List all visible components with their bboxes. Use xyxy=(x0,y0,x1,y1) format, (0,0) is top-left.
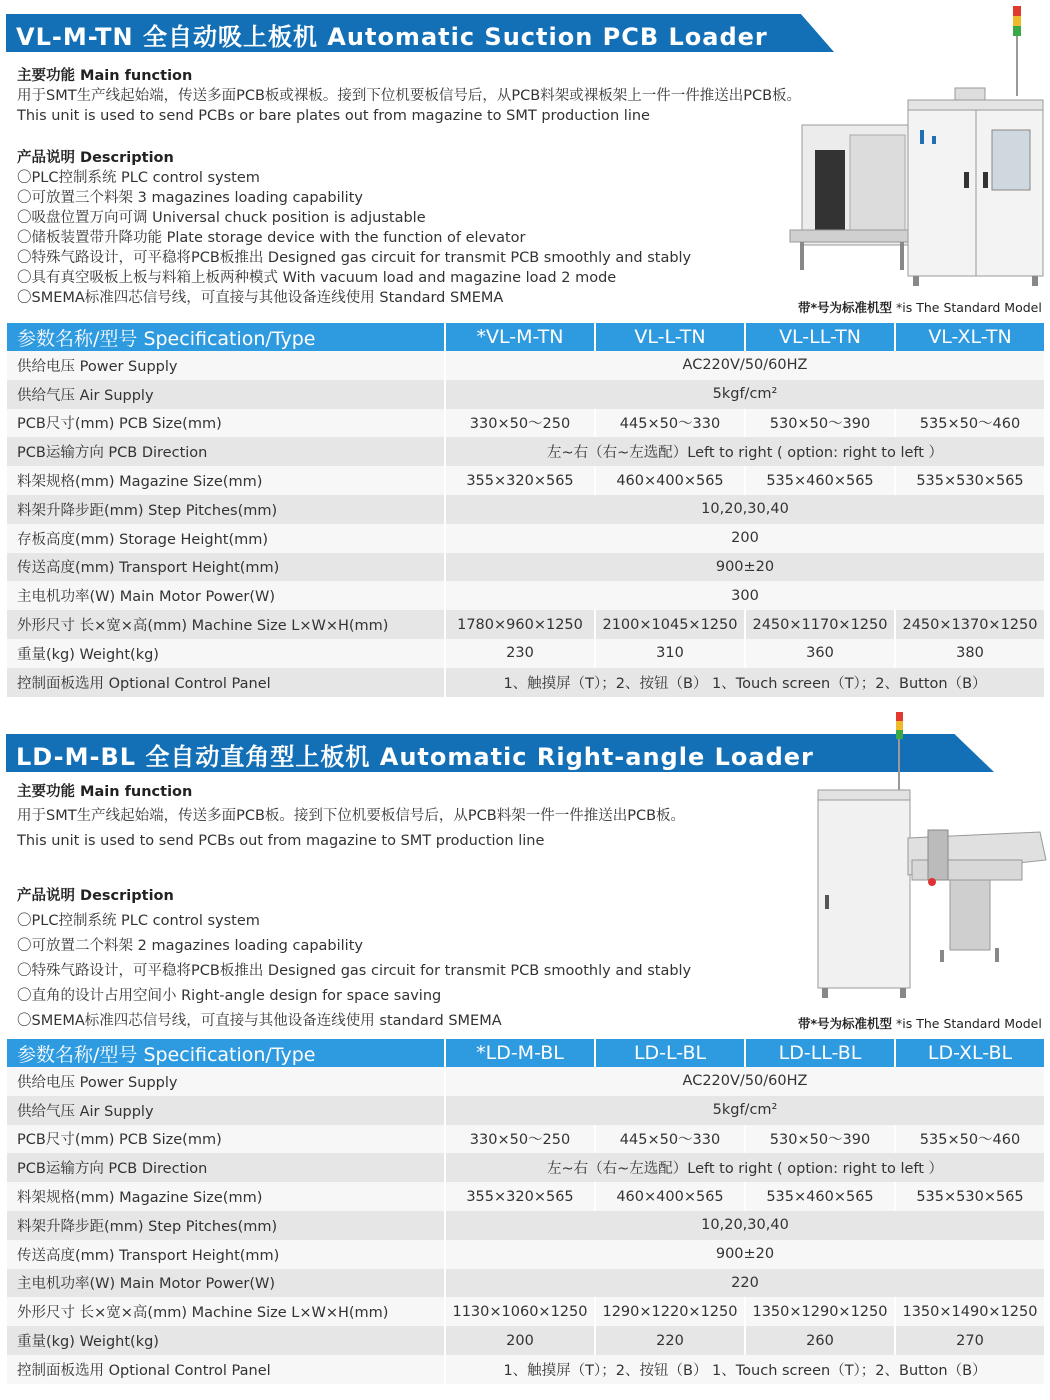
row-value: 535×530×565 xyxy=(895,466,1044,495)
row-label: 控制面板选用 Optional Control Panel xyxy=(7,668,445,697)
row-value: 445×50～330 xyxy=(595,409,745,438)
row-value: 530×50～390 xyxy=(745,409,895,438)
table-row xyxy=(7,581,1044,610)
header-model: *VL-M-TN xyxy=(445,323,595,351)
row-value: 200 xyxy=(445,524,1044,553)
row-value: 330×50～250 xyxy=(445,409,595,438)
table-row xyxy=(7,380,1044,409)
row-value: 535×460×565 xyxy=(745,466,895,495)
table-row xyxy=(7,466,1044,495)
row-value: 1130×1060×1250 xyxy=(445,1297,595,1326)
description-heading: 产品说明 Description xyxy=(17,150,174,166)
row-value: 360 xyxy=(745,639,895,668)
spec-table xyxy=(7,1039,1044,1384)
row-value: 1780×960×1250 xyxy=(445,610,595,639)
table-row xyxy=(7,1355,1044,1384)
table-row xyxy=(7,1269,1044,1298)
row-value: 10,20,30,40 xyxy=(445,1211,1044,1240)
description-block xyxy=(17,148,691,308)
table-row xyxy=(7,1067,1044,1096)
row-value: 460×400×565 xyxy=(595,466,745,495)
row-value: 左~右（右~左选配）Left to right ( option: right to left ） xyxy=(445,1153,1044,1182)
row-value: 355×320×565 xyxy=(445,466,595,495)
row-value: 445×50～330 xyxy=(595,1125,745,1154)
main-function-heading: 主要功能 Main function xyxy=(17,68,193,84)
machine-image-vl-m-tn xyxy=(780,0,1050,295)
table-row xyxy=(7,1125,1044,1154)
header-model: LD-L-BL xyxy=(595,1039,745,1067)
row-label: 主电机功率(W) Main Motor Power(W) xyxy=(7,1269,445,1298)
header-spec-type: 参数名称/型号 Specification/Type xyxy=(7,323,445,351)
row-label: 重量(kg) Weight(kg) xyxy=(7,1326,445,1355)
description-item: 〇特殊气路设计，可平稳将PCB板推出 Designed gas circuit for transmit PCB smoothly and stably xyxy=(17,963,692,979)
row-value: 1、触摸屏（T）；2、按钮（B） 1、Touch screen（T）；2、Button（B） xyxy=(445,1355,1044,1384)
row-value: 5kgf/cm² xyxy=(445,380,1044,409)
row-value: 2450×1370×1250 xyxy=(895,610,1044,639)
table-row xyxy=(7,1240,1044,1269)
row-value: 1350×1290×1250 xyxy=(745,1297,895,1326)
row-value: 220 xyxy=(595,1326,745,1355)
table-row xyxy=(7,553,1044,582)
row-value: 1350×1490×1250 xyxy=(895,1297,1044,1326)
section-title-banner xyxy=(6,14,834,52)
description-block xyxy=(17,884,691,1034)
row-label: 控制面板选用 Optional Control Panel xyxy=(7,1355,445,1384)
table-row xyxy=(7,610,1044,639)
row-value: 2450×1170×1250 xyxy=(745,610,895,639)
standard-model-caption: 带*号为标准机型 *is The Standard Model xyxy=(798,1016,1042,1031)
row-label: 重量(kg) Weight(kg) xyxy=(7,639,445,668)
row-value: 310 xyxy=(595,639,745,668)
machine-image-ld-m-bl xyxy=(800,710,1050,1010)
description-item: 〇可放置二个料架 2 magazines loading capability xyxy=(17,938,363,954)
description-item: 〇特殊气路设计，可平稳将PCB板推出 Designed gas circuit for transmit PCB smoothly and stably xyxy=(17,250,692,266)
section-title: LD-M-BL 全自动直角型上板机 Automatic Right-angle Loader xyxy=(16,743,814,771)
row-value: 900±20 xyxy=(445,553,1044,582)
header-model: LD-XL-BL xyxy=(895,1039,1044,1067)
description-item: 〇可放置三个料架 3 magazines loading capability xyxy=(17,190,363,206)
table-row xyxy=(7,639,1044,668)
row-value: 1290×1220×1250 xyxy=(595,1297,745,1326)
table-row xyxy=(7,495,1044,524)
description-item: 〇吸盘位置万向可调 Universal chuck position is adjustable xyxy=(17,210,426,226)
main-function-line-en: This unit is used to send PCBs or bare plates out from magazine to SMT production line xyxy=(17,108,650,124)
spec-table xyxy=(7,323,1044,697)
row-value: 5kgf/cm² xyxy=(445,1096,1044,1125)
row-value: 530×50～390 xyxy=(745,1125,895,1154)
row-value: 380 xyxy=(895,639,1044,668)
header-spec-type: 参数名称/型号 Specification/Type xyxy=(7,1039,445,1067)
header-model: VL-LL-TN xyxy=(745,323,895,351)
row-value: 200 xyxy=(445,1326,595,1355)
description-item: 〇直角的设计占用空间小 Right-angle design for space saving xyxy=(17,988,442,1004)
main-function-block xyxy=(17,782,685,851)
row-value: 900±20 xyxy=(445,1240,1044,1269)
main-function-line-cn: 用于SMT生产线起始端，传送多面PCB板。接到下位机要板信号后，从PCB料架一件一件推送出PCB板。 xyxy=(17,808,686,824)
table-row xyxy=(7,409,1044,438)
table-row xyxy=(7,437,1044,466)
description-item: 〇PLC控制系统 PLC control system xyxy=(17,170,260,186)
table-row xyxy=(7,1153,1044,1182)
table-row xyxy=(7,1297,1044,1326)
table-row xyxy=(7,1096,1044,1125)
table-row xyxy=(7,351,1044,380)
row-value: 330×50～250 xyxy=(445,1125,595,1154)
row-label: PCB尺寸(mm) PCB Size(mm) xyxy=(7,409,445,438)
row-label: PCB运输方向 PCB Direction xyxy=(7,1153,445,1182)
table-row xyxy=(7,668,1044,697)
row-label: 料架规格(mm) Magazine Size(mm) xyxy=(7,1182,445,1211)
header-model: VL-L-TN xyxy=(595,323,745,351)
description-item: 〇SMEMA标准四芯信号线，可直接与其他设备连线使用 standard SMEMA xyxy=(17,1013,502,1029)
row-label: 外形尺寸 长×宽×高(mm) Machine Size L×W×H(mm) xyxy=(7,610,445,639)
row-value: 535×50～460 xyxy=(895,409,1044,438)
header-model: LD-LL-BL xyxy=(745,1039,895,1067)
row-label: 供给电压 Power Supply xyxy=(7,351,445,380)
main-function-block xyxy=(17,66,801,126)
main-function-heading: 主要功能 Main function xyxy=(17,784,193,800)
row-value: AC220V/50/60HZ xyxy=(445,351,1044,380)
row-value: 535×460×565 xyxy=(745,1182,895,1211)
row-label: 料架规格(mm) Magazine Size(mm) xyxy=(7,466,445,495)
description-item: 〇具有真空吸板上板与料箱上板两种模式 With vacuum load and magazine load 2 mode xyxy=(17,270,617,286)
row-label: PCB运输方向 PCB Direction xyxy=(7,437,445,466)
main-function-line-cn: 用于SMT生产线起始端，传送多面PCB板或裸板。接到下位机要板信号后，从PCB料架或裸板架上一件一件推送出PCB板。 xyxy=(17,88,802,104)
description-heading: 产品说明 Description xyxy=(17,888,174,904)
row-label: 供给电压 Power Supply xyxy=(7,1067,445,1096)
row-value: 460×400×565 xyxy=(595,1182,745,1211)
spec-table-header xyxy=(7,1039,1044,1067)
section-ld-m-bl xyxy=(0,716,1050,1400)
row-value: 260 xyxy=(745,1326,895,1355)
table-row xyxy=(7,524,1044,553)
row-value: 220 xyxy=(445,1269,1044,1298)
row-value: AC220V/50/60HZ xyxy=(445,1067,1044,1096)
row-value: 10,20,30,40 xyxy=(445,495,1044,524)
row-value: 535×50～460 xyxy=(895,1125,1044,1154)
section-title: VL-M-TN 全自动吸上板机 Automatic Suction PCB Loader xyxy=(16,23,768,51)
row-label: 主电机功率(W) Main Motor Power(W) xyxy=(7,581,445,610)
row-label: 料架升降步距(mm) Step Pitches(mm) xyxy=(7,1211,445,1240)
row-value: 270 xyxy=(895,1326,1044,1355)
row-value: 535×530×565 xyxy=(895,1182,1044,1211)
spec-table-header xyxy=(7,323,1044,351)
header-model: VL-XL-TN xyxy=(895,323,1044,351)
row-value: 2100×1045×1250 xyxy=(595,610,745,639)
row-label: 料架升降步距(mm) Step Pitches(mm) xyxy=(7,495,445,524)
description-item: 〇PLC控制系统 PLC control system xyxy=(17,913,260,929)
row-label: 供给气压 Air Supply xyxy=(7,1096,445,1125)
description-item: 〇储板装置带升降功能 Plate storage device with the function of elevator xyxy=(17,230,526,246)
row-value: 左~右（右~左选配）Left to right ( option: right to left ） xyxy=(445,437,1044,466)
standard-model-caption: 带*号为标准机型 *is The Standard Model xyxy=(798,300,1042,315)
row-value: 300 xyxy=(445,581,1044,610)
row-label: PCB尺寸(mm) PCB Size(mm) xyxy=(7,1125,445,1154)
row-label: 传送高度(mm) Transport Height(mm) xyxy=(7,553,445,582)
row-label: 传送高度(mm) Transport Height(mm) xyxy=(7,1240,445,1269)
table-row xyxy=(7,1326,1044,1355)
header-model: *LD-M-BL xyxy=(445,1039,595,1067)
row-value: 230 xyxy=(445,639,595,668)
row-value: 355×320×565 xyxy=(445,1182,595,1211)
row-label: 供给气压 Air Supply xyxy=(7,380,445,409)
table-row xyxy=(7,1182,1044,1211)
row-label: 外形尺寸 长×宽×高(mm) Machine Size L×W×H(mm) xyxy=(7,1297,445,1326)
row-value: 1、触摸屏（T）；2、按钮（B） 1、Touch screen（T）；2、Button（B） xyxy=(445,668,1044,697)
main-function-line-en: This unit is used to send PCBs out from magazine to SMT production line xyxy=(17,833,545,849)
description-item: 〇SMEMA标准四芯信号线，可直接与其他设备连线使用 Standard SMEMA xyxy=(17,290,504,306)
row-label: 存板高度(mm) Storage Height(mm) xyxy=(7,524,445,553)
table-row xyxy=(7,1211,1044,1240)
